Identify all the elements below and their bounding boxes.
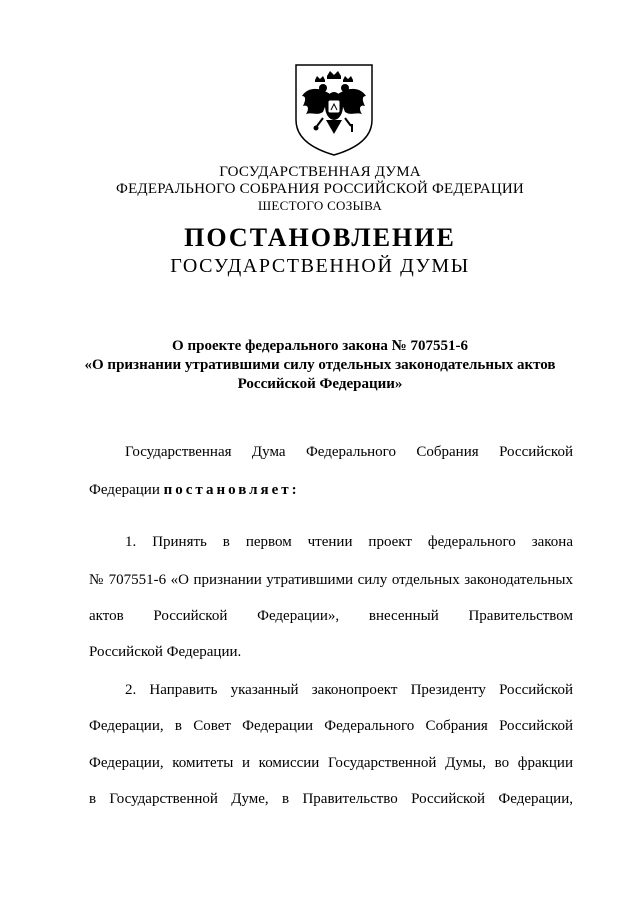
document-type-title: ПОСТАНОВЛЕНИЕ xyxy=(184,223,456,252)
resolution-verb: постановляет: xyxy=(163,482,300,498)
coat-of-arms-icon xyxy=(293,62,375,158)
paragraph-2-line: Федерации, комитеты и комиссии Государственной Думы, во фракции xyxy=(89,755,573,771)
intro-lead: Федерации xyxy=(89,482,160,498)
intro-line: Государственная Дума Федерального Собрания Российской xyxy=(125,444,573,460)
organization-name: ГОСУДАРСТВЕННАЯ ДУМА xyxy=(219,164,421,180)
document-type-subtitle: ГОСУДАРСТВЕННОЙ ДУМЫ xyxy=(170,255,470,277)
paragraph-2-line: Федерации, в Совет Федерации Федерального Собрания Российской xyxy=(89,718,573,734)
paragraph-1-line: актов Российской Федерации», внесенный Правительством xyxy=(89,608,573,624)
subject-line: Российской Федерации» xyxy=(237,376,403,392)
subject-line: О проекте федерального закона № 707551-6 xyxy=(172,338,468,354)
paragraph-1-line: Российской Федерации. xyxy=(89,644,242,660)
paragraph-2-line: 2. Направить указанный законопроект Президенту Российской xyxy=(125,682,573,698)
paragraph-2-line: в Государственной Думе, в Правительство Российской Федерации, xyxy=(89,791,573,807)
convocation: ШЕСТОГО СОЗЫВА xyxy=(257,198,383,213)
paragraph-1-line: 1. Принять в первом чтении проект федерального закона xyxy=(125,534,573,550)
subject-line: «О признании утратившими силу отдельных законодательных актов xyxy=(84,357,556,373)
paragraph-1-line: № 707551-6 «О признании утратившими силу отдельных законодательных xyxy=(89,572,573,588)
organization-subname: ФЕДЕРАЛЬНОГО СОБРАНИЯ РОССИЙСКОЙ ФЕДЕРАЦИИ xyxy=(116,181,524,197)
intro-line xyxy=(89,480,573,500)
